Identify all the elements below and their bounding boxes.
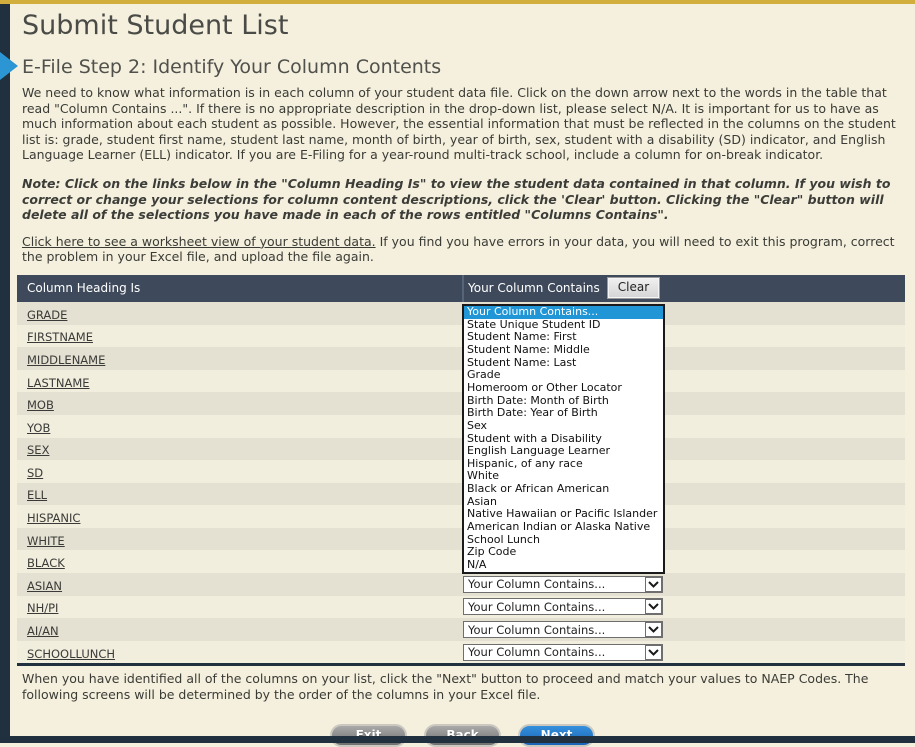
column-heading-link-white[interactable]: WHITE [27, 533, 65, 548]
table-row [17, 347, 905, 370]
table-row [17, 302, 905, 325]
column-heading-link-nhpi[interactable]: NH/PI [27, 601, 59, 616]
step-arrow-icon [0, 52, 18, 80]
listbox-option[interactable]: Birth Date: Month of Birth [467, 394, 609, 407]
listbox-option[interactable]: N/A [467, 559, 487, 572]
listbox-option[interactable]: Asian [467, 495, 498, 508]
column-heading-link-aian[interactable]: AI/AN [27, 624, 59, 639]
column-heading-link-black[interactable]: BLACK [27, 556, 65, 571]
select-value: Your Column Contains... [468, 599, 606, 614]
listbox-option[interactable]: White [467, 470, 499, 483]
listbox-option[interactable]: Hispanic, of any race [467, 457, 583, 470]
your-column-contains-label: Your Column Contains [468, 281, 600, 296]
table-row [17, 370, 905, 393]
select-value: Your Column Contains... [468, 645, 606, 660]
column-contains-select-asian[interactable] [463, 576, 663, 593]
column-heading-link-sex[interactable]: SEX [27, 443, 50, 458]
column-contains-listbox[interactable] [462, 304, 665, 574]
column-contains-select-nhpi[interactable] [463, 598, 663, 615]
chevron-down-icon[interactable] [645, 599, 662, 614]
note-text: Note: Click on the links below in the "Column Heading Is" to view the student data contained in that column. If you wish to correct or change your selections for column content descriptions, click the 'Clear' button. Clicking the "Clear" button will delete all of the selections you have made in each of the rows entitled "Columns Contains". [22, 175, 891, 223]
chevron-down-icon[interactable] [645, 622, 662, 637]
table-row [17, 505, 905, 528]
listbox-option[interactable]: Zip Code [467, 546, 517, 559]
intro-text: We need to know what information is in each column of your student data file. Click on the down arrow next to the words in the table that read "Column Contains ...". If there is no appropriate description in the drop-down list, please select N/A. It is important for us to have as much information about each student as possible. However, the essential information that must be reflected in the columns on the student list is: grade, student first name, student last name, month of birth, year of birth, sex, student with a disability (SD) indicator, and English Language Learner (ELL) indicator. If you are E-Filing for a year-round multi-track school, include a column for on-break indicator. [22, 85, 896, 163]
table-row [17, 415, 905, 438]
table-row [17, 392, 905, 415]
listbox-option[interactable]: American Indian or Alaska Native [467, 521, 651, 534]
listbox-option[interactable]: English Language Learner [467, 445, 611, 458]
listbox-option[interactable]: Student Name: Last [467, 356, 577, 369]
table-row [17, 618, 905, 641]
your-column-contains-header [462, 275, 905, 302]
column-heading-link-grade[interactable]: GRADE [27, 307, 68, 322]
column-heading-link-yob[interactable]: YOB [27, 420, 51, 435]
table-row [17, 596, 905, 619]
bottom-accent-bar [0, 736, 915, 743]
column-heading-link-hispanic[interactable]: HISPANIC [27, 511, 81, 526]
footer-note: When you have identified all of the columns on your list, click the "Next" button to proceed and match your values to NAEP Codes. The following screens will be determined by the order of the columns in your Excel file. [22, 671, 869, 703]
column-heading-is-header: Column Heading Is [27, 281, 141, 296]
select-value: Your Column Contains... [468, 577, 606, 592]
listbox-option[interactable]: Your Column Contains... [464, 306, 663, 319]
table-row [17, 438, 905, 461]
column-heading-link-asian[interactable]: ASIAN [27, 578, 63, 593]
listbox-option[interactable]: Student Name: First [467, 331, 577, 344]
column-heading-link-lastname[interactable]: LASTNAME [27, 375, 90, 390]
listbox-option[interactable]: Student Name: Middle [467, 343, 590, 356]
table-row [17, 550, 905, 573]
table-row [17, 641, 905, 664]
column-heading-link-sd[interactable]: SD [27, 465, 44, 480]
listbox-option[interactable]: Black or African American [467, 483, 610, 496]
listbox-option[interactable]: Grade [467, 369, 501, 382]
chevron-down-icon[interactable] [645, 645, 662, 660]
listbox-option[interactable]: State Unique Student ID [467, 318, 601, 331]
table-row [17, 483, 905, 506]
listbox-option[interactable]: Student with a Disability [467, 432, 602, 445]
listbox-option[interactable]: Native Hawaiian or Pacific Islander [467, 508, 658, 521]
step-heading: E-File Step 2: Identify Your Column Contents [22, 56, 442, 78]
select-value: Your Column Contains... [468, 622, 606, 637]
listbox-option[interactable]: Sex [467, 419, 488, 432]
worksheet-rest-text: If you find you have errors in your data, you will need to exit this program, correct the problem in your Excel file, and upload the file again. [22, 233, 895, 265]
column-heading-link-firstname[interactable]: FIRSTNAME [27, 330, 93, 345]
listbox-option[interactable]: School Lunch [467, 533, 540, 546]
column-heading-link-schoollunch[interactable]: SCHOOLLUNCH [27, 646, 116, 661]
clear-button[interactable]: Clear [608, 278, 659, 298]
main-content [10, 4, 915, 747]
table-row [17, 573, 905, 596]
column-heading-link-mob[interactable]: MOB [27, 398, 54, 413]
worksheet-paragraph [22, 234, 903, 265]
listbox-option[interactable]: Birth Date: Year of Birth [467, 407, 598, 420]
chevron-down-icon[interactable] [645, 577, 662, 592]
left-accent-bar [0, 4, 10, 743]
listbox-option[interactable]: Homeroom or Other Locator [467, 381, 622, 394]
top-accent-bar [0, 0, 915, 4]
column-contains-select-schoollunch[interactable] [463, 644, 663, 661]
worksheet-view-link[interactable]: Click here to see a worksheet view of your student data. [22, 233, 376, 249]
page-title: Submit Student List [22, 10, 289, 41]
table-row [17, 325, 905, 348]
column-mapping-table [17, 275, 905, 667]
table-row [17, 528, 905, 551]
column-heading-link-ell[interactable]: ELL [27, 488, 48, 503]
column-contains-select-aian[interactable] [463, 621, 663, 638]
table-header [17, 275, 905, 302]
table-row [17, 457, 905, 483]
column-heading-link-middlename[interactable]: MIDDLENAME [27, 352, 106, 367]
